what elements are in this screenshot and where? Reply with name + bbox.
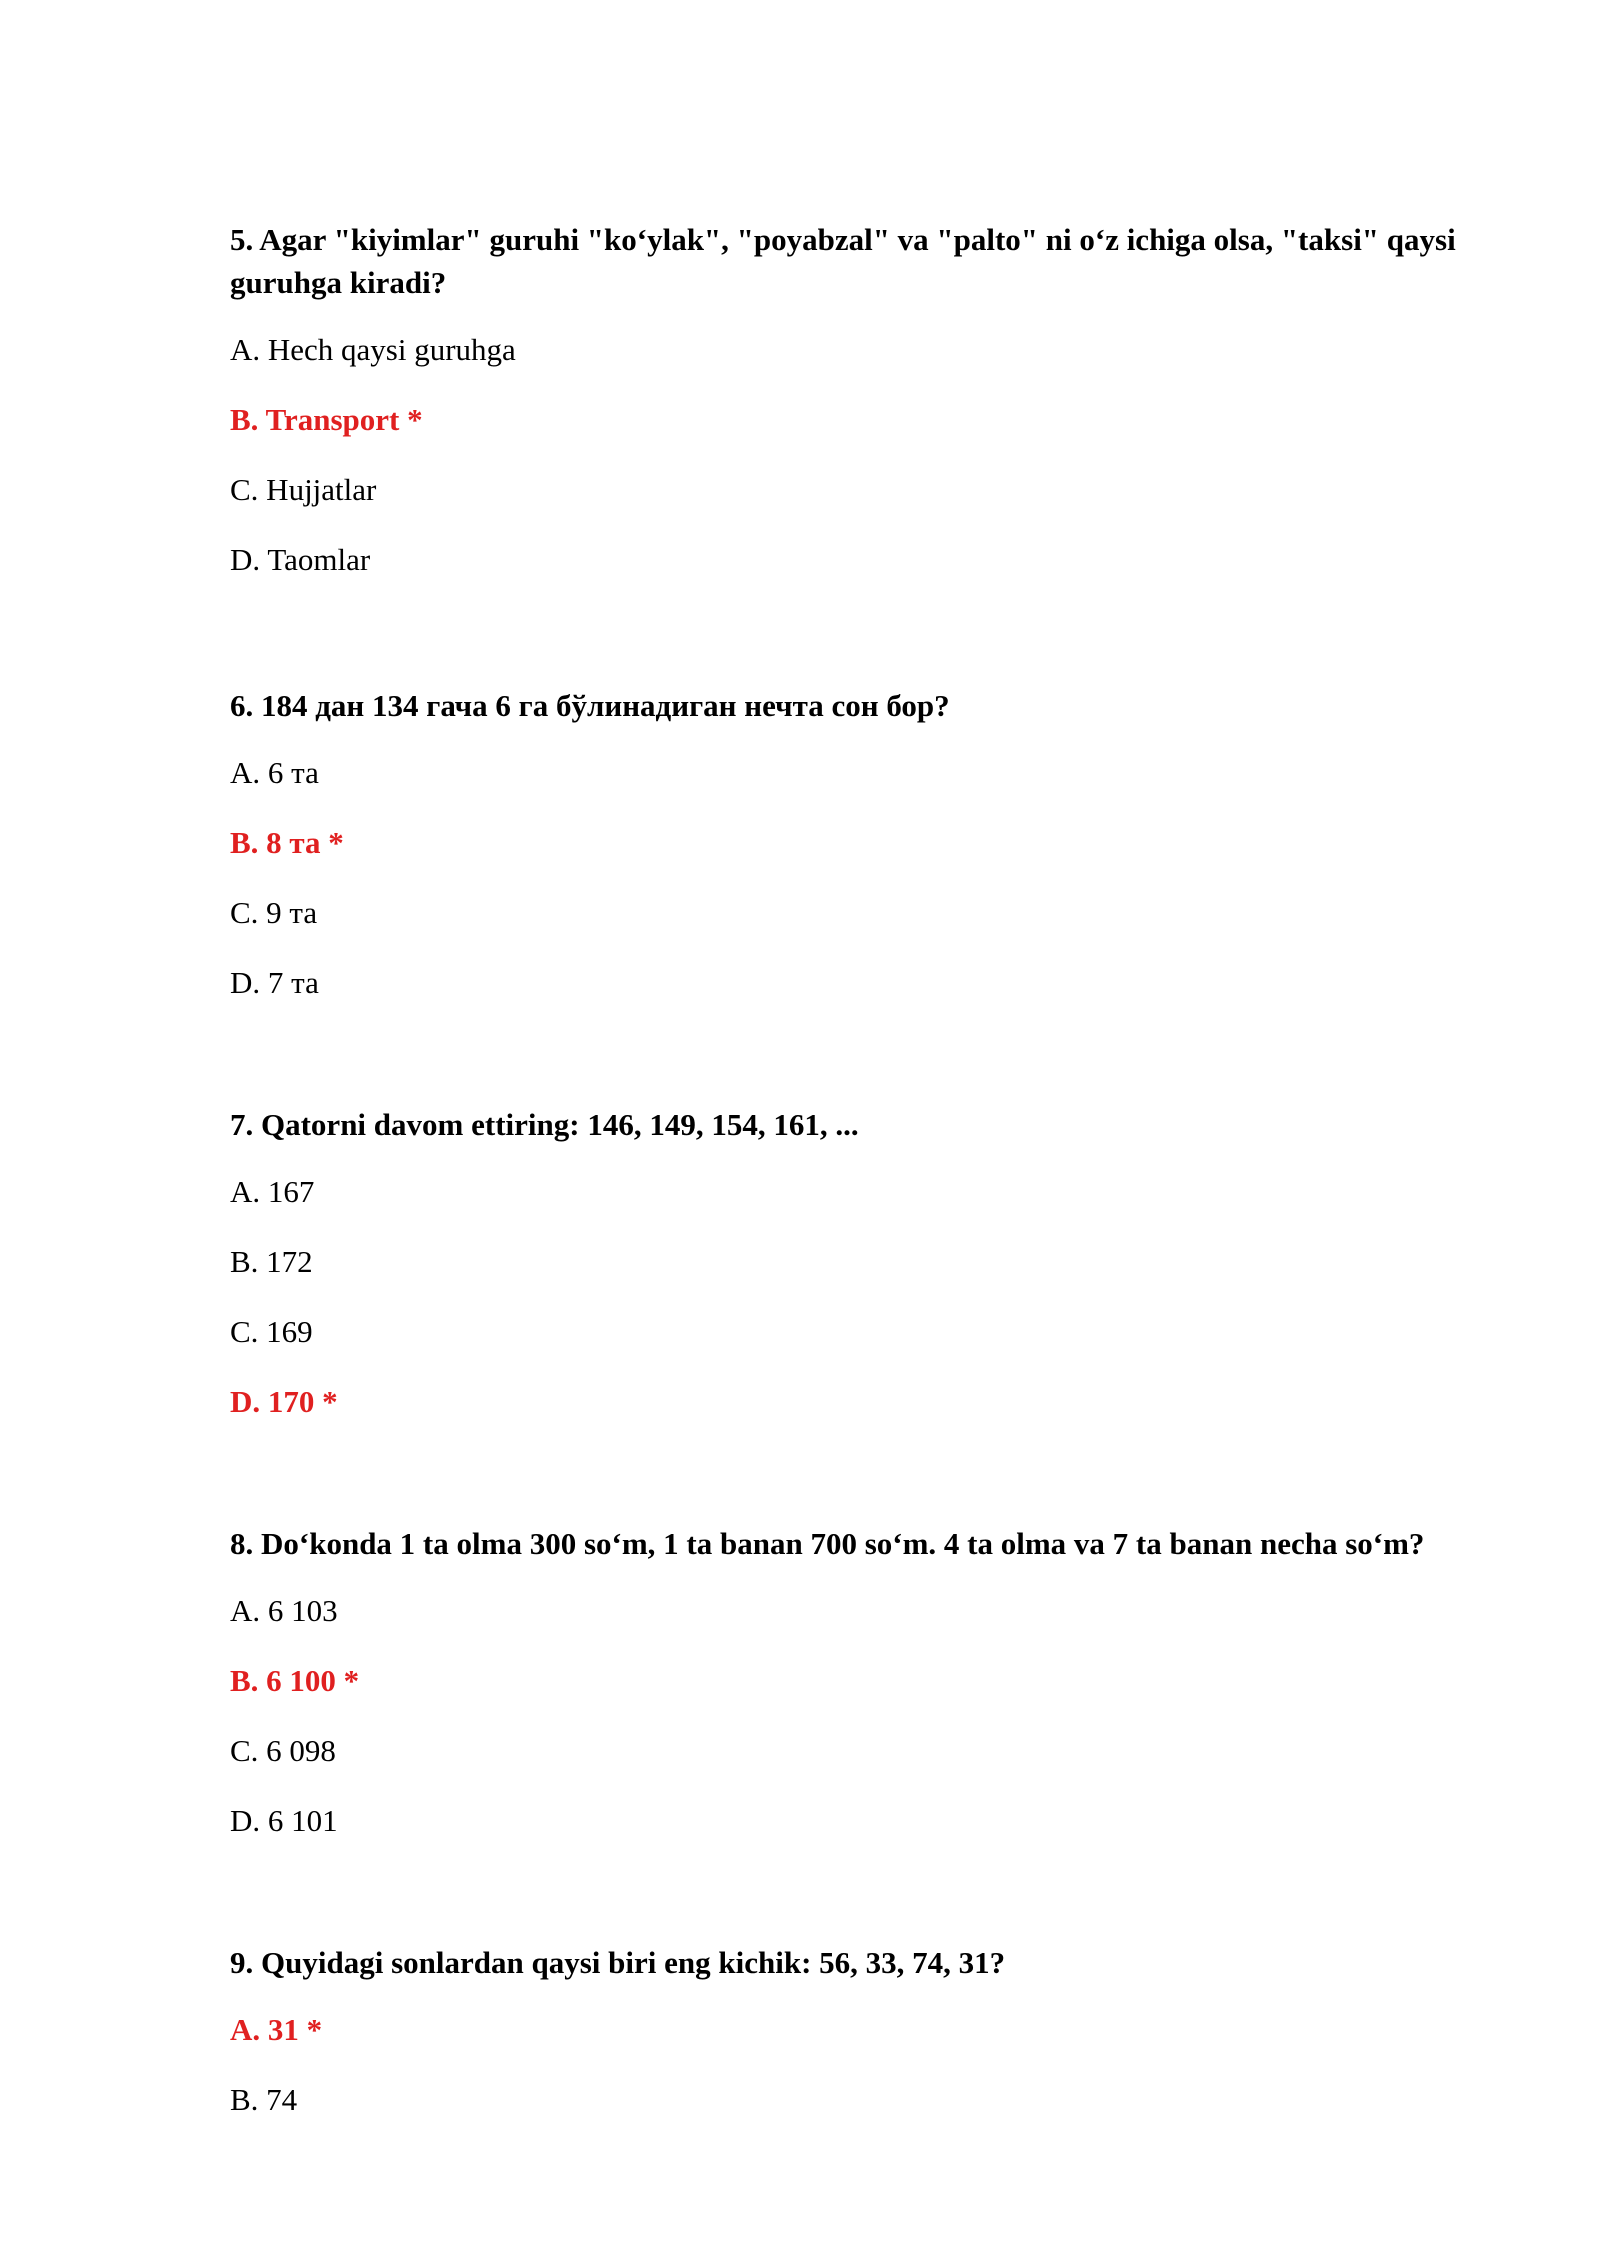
option-b: B. 74	[230, 2082, 298, 2117]
question-block-8	[230, 1522, 1500, 1838]
question-text: 9. Quyidagi sonlardan qaysi biri eng kichik: 56, 33, 74, 31?	[230, 1945, 1006, 1980]
option-b-correct: B. Transport *	[230, 402, 423, 437]
option-d: D. 7 та	[230, 965, 319, 1000]
option-c: C. 9 та	[230, 895, 318, 930]
option-b: B. 172	[230, 1244, 313, 1279]
question-text: 6. 184 дан 134 гача 6 га бўлинадиган нечта сон бор?	[230, 688, 950, 723]
option-b-correct: B. 8 та *	[230, 825, 344, 860]
question-block-6	[230, 684, 1500, 1000]
option-d-correct: D. 170 *	[230, 1384, 338, 1419]
question-text: 5. Agar "kiyimlar" guruhi "ko‘ylak", "poyabzal" va "palto" ni o‘z ichiga olsa, "taksi" qaysi guruhga kiradi?	[230, 222, 1456, 300]
question-block-7	[230, 1103, 1500, 1419]
option-a: A. 6 103	[230, 1593, 338, 1628]
option-d: D. 6 101	[230, 1803, 338, 1838]
option-c: C. 169	[230, 1314, 313, 1349]
question-text: 7. Qatorni davom ettiring: 146, 149, 154, 161, ...	[230, 1107, 859, 1142]
option-a-correct: A. 31 *	[230, 2012, 323, 2047]
option-b-correct: B. 6 100 *	[230, 1663, 360, 1698]
option-a: A. 6 та	[230, 755, 319, 790]
option-c: C. 6 098	[230, 1733, 336, 1768]
question-block-9	[230, 1941, 1500, 2117]
option-d: D. Taomlar	[230, 542, 371, 577]
option-a: A. Hech qaysi guruhga	[230, 332, 516, 367]
question-text: 8. Do‘konda 1 ta olma 300 so‘m, 1 ta banan 700 so‘m. 4 ta olma va 7 ta banan necha so‘m?	[230, 1526, 1425, 1561]
question-block-5	[230, 218, 1500, 577]
option-a: A. 167	[230, 1174, 315, 1209]
option-c: C. Hujjatlar	[230, 472, 377, 507]
